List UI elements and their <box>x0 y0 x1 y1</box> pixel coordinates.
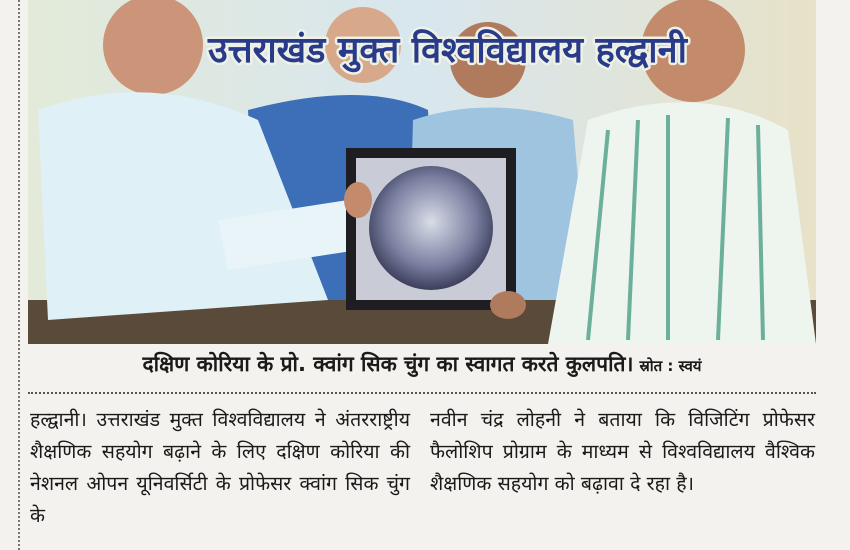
column-divider <box>18 0 20 550</box>
banner-text: उत्तराखंड मुक्त विश्वविद्यालय हल्द्वानी <box>208 30 687 71</box>
separator <box>28 392 816 394</box>
photo-caption <box>28 350 816 378</box>
article-text: हल्द्वानी। उत्तराखंड मुक्त विश्वविद्यालय ने अंतरराष्ट्रीय शैक्षणिक सहयोग बढ़ाने के लिए दक्षिण कोरिया की नेशनल ओपन यूनिवर्सिटी के प्रोफेसर क्वांग सिक चुंग के <box>30 408 410 527</box>
article-column-2 <box>430 404 815 500</box>
news-photo <box>28 0 816 344</box>
article-text: नवीन चंद्र लोहनी ने बताया कि विजिटिंग प्रोफेसर फैलोशिप प्रोग्राम के माध्यम से विश्वविद्यालय वैश्विक शैक्षणिक सहयोग को बढ़ावा दे रहा है। <box>430 408 815 495</box>
caption-source: स्रोत : स्वयं <box>639 357 702 375</box>
article-column-1 <box>30 404 410 532</box>
caption-text: दक्षिण कोरिया के प्रो. क्वांग सिक चुंग का स्वागत करते कुलपति। <box>142 352 634 376</box>
